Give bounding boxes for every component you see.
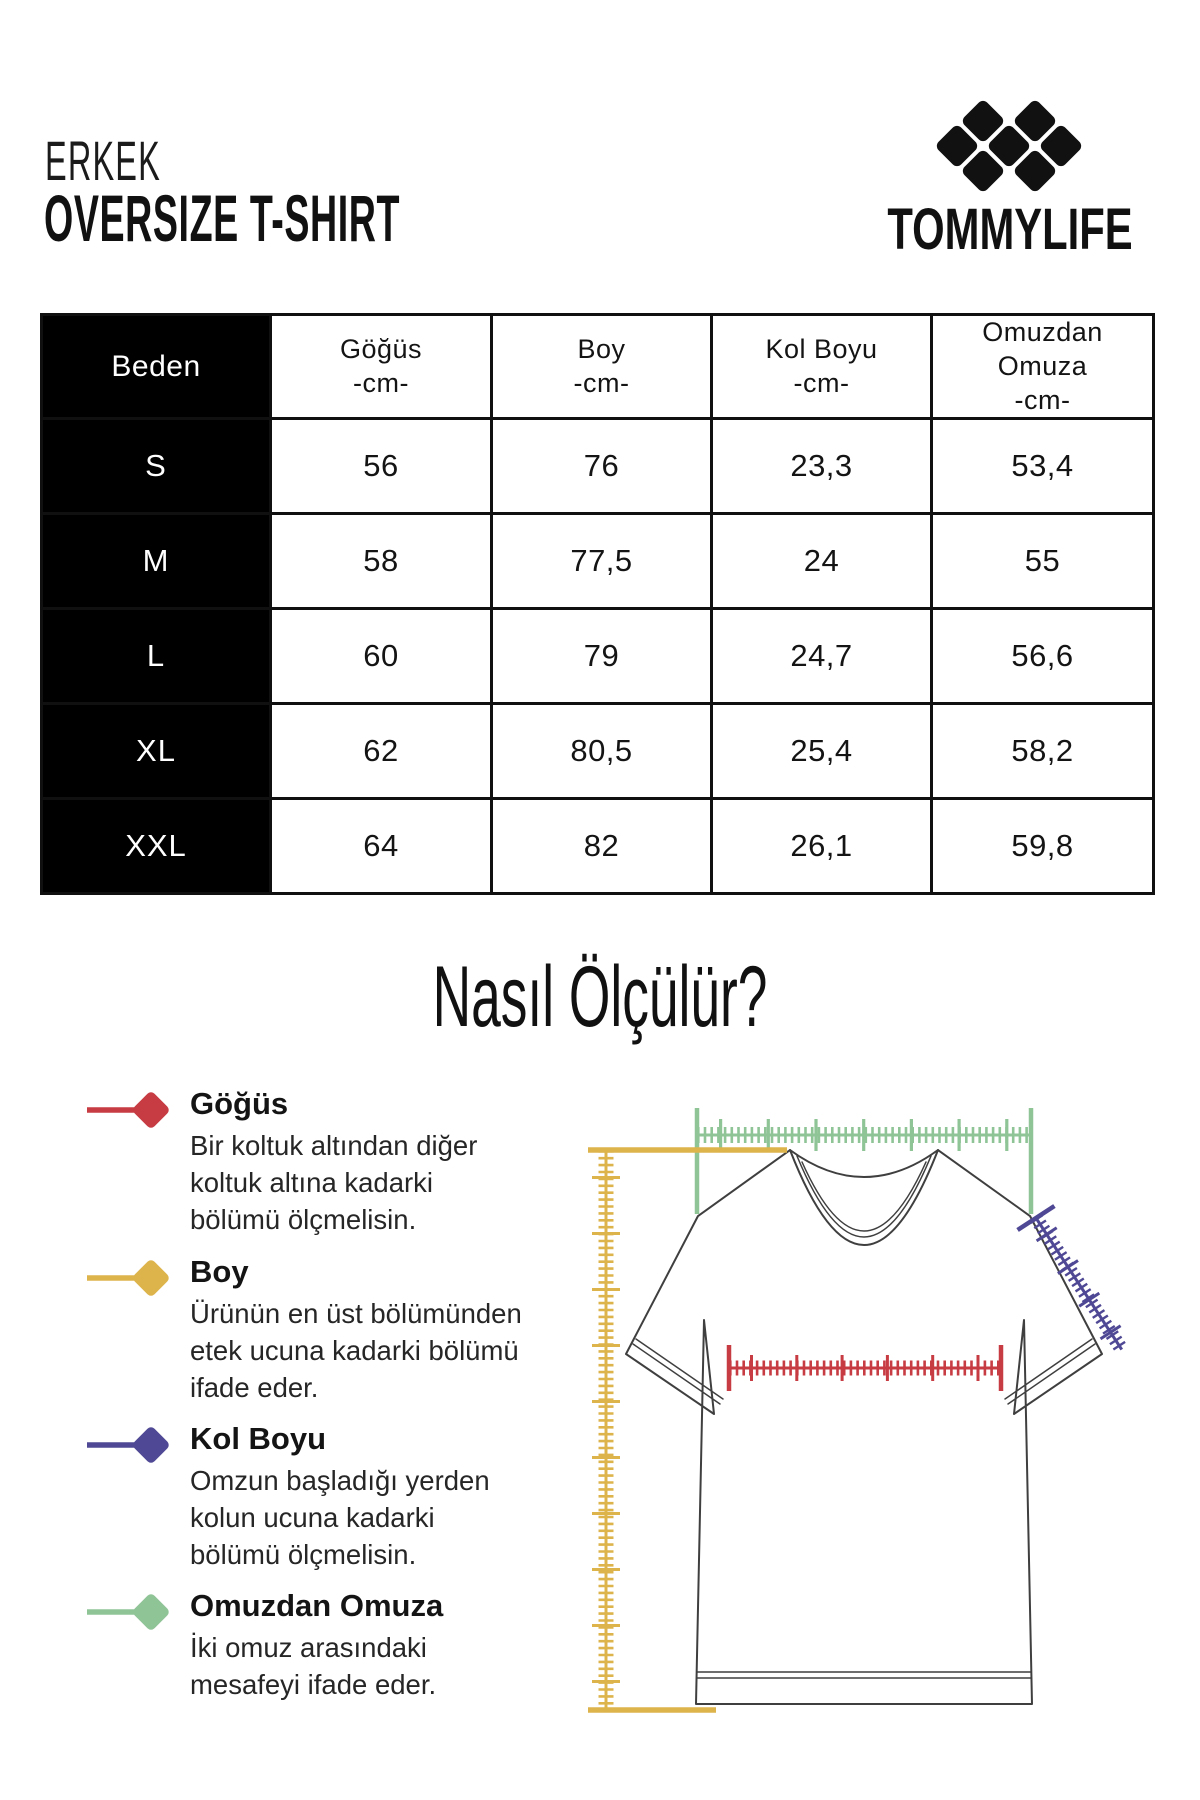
value-cell: 23,3 xyxy=(712,419,932,514)
value-cell: 56,6 xyxy=(932,609,1154,704)
value-cell: 82 xyxy=(492,799,712,894)
column-unit: -cm- xyxy=(793,367,850,398)
tshirt-outline xyxy=(626,1150,1102,1704)
size-cell: M xyxy=(42,514,271,609)
collar-back-line xyxy=(790,1150,938,1177)
how-to-measure-title: Nasıl Ölçülür? xyxy=(432,949,768,1045)
column-label: Göğüs xyxy=(339,333,423,364)
value-cell: 58,2 xyxy=(932,704,1154,799)
column-label: Omuzdan Omuza xyxy=(982,317,1103,381)
column-label: Boy xyxy=(577,333,626,364)
legend-description: Bir koltuk altından diğer koltuk altına kadarki bölümü ölçmelisin. xyxy=(190,1130,478,1235)
legend-description: Ürünün en üst bölümünden etek ucuna kadarki bölümü ifade eder. xyxy=(190,1298,522,1403)
column-unit: -cm- xyxy=(353,367,409,398)
value-cell: 76 xyxy=(492,419,712,514)
product-title: OVERSIZE T-SHIRT xyxy=(44,181,401,255)
size-cell: L xyxy=(42,609,271,704)
value-cell: 26,1 xyxy=(712,799,932,894)
size-cell: S xyxy=(42,419,271,514)
value-cell: 80,5 xyxy=(492,704,712,799)
tshirt-body xyxy=(626,1150,1102,1704)
legend-description: Omzun başladığı yerden kolun ucuna kadarki bölümü ölçmelisin. xyxy=(190,1465,490,1570)
value-cell: 24,7 xyxy=(712,609,932,704)
value-cell: 24 xyxy=(712,514,932,609)
value-cell: 77,5 xyxy=(492,514,712,609)
legend-title: Göğüs xyxy=(190,1086,289,1121)
column-unit: -cm- xyxy=(1014,384,1071,415)
header-beden: Beden xyxy=(42,315,271,419)
value-cell: 59,8 xyxy=(932,799,1154,894)
value-cell: 62 xyxy=(271,704,492,799)
value-cell: 56 xyxy=(271,419,492,514)
value-cell: 58 xyxy=(271,514,492,609)
value-cell: 60 xyxy=(271,609,492,704)
size-cell: XXL xyxy=(42,799,271,894)
legend-title: Omuzdan Omuza xyxy=(190,1588,444,1623)
value-cell: 64 xyxy=(271,799,492,894)
value-cell: 53,4 xyxy=(932,419,1154,514)
column-unit: -cm- xyxy=(573,367,630,398)
value-cell: 55 xyxy=(932,514,1154,609)
legend-description: İki omuz arasındaki mesafeyi ifade eder. xyxy=(190,1632,437,1700)
legend-title: Boy xyxy=(190,1254,249,1289)
size-cell: XL xyxy=(42,704,271,799)
legend-title: Kol Boyu xyxy=(190,1421,327,1456)
brand-name: TOMMYLIFE xyxy=(887,197,1133,262)
value-cell: 79 xyxy=(492,609,712,704)
category-title: ERKEK xyxy=(45,129,161,192)
column-label: Kol Boyu xyxy=(765,333,878,364)
value-cell: 25,4 xyxy=(712,704,932,799)
